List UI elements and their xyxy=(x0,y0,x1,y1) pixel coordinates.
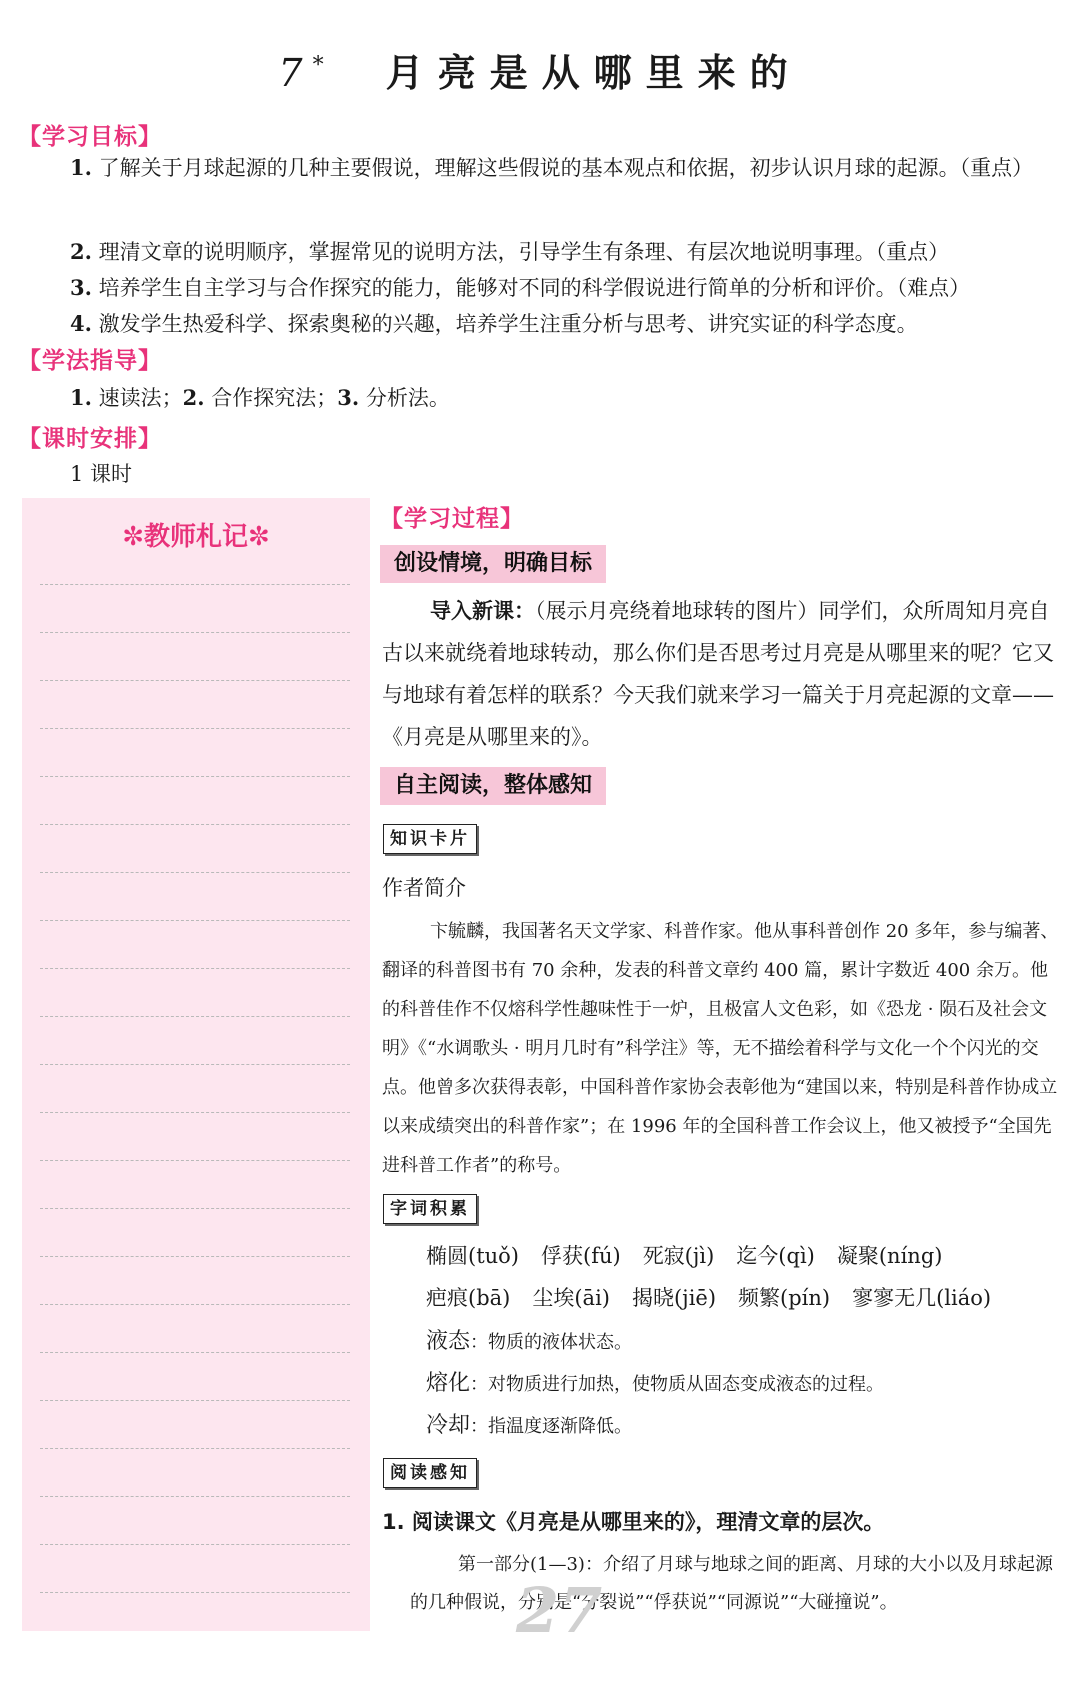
page-title xyxy=(0,42,1080,97)
author-heading: 作者简介 xyxy=(382,876,466,900)
teacher-notes-panel xyxy=(22,498,370,1631)
section-badge-situation: 创设情境，明确目标 xyxy=(380,545,606,583)
process-heading: 【学习过程】 xyxy=(380,506,524,532)
lesson-number: 7 * xyxy=(278,51,330,95)
note-line xyxy=(40,1352,350,1353)
answer-1: 第一部分(1—3)：介绍了月球与地球之间的距离、月球的大小以及月球起源的几种假说，分别是“分裂说”“俘获说”“同源说”“大碰撞说”。 xyxy=(410,1554,1053,1613)
methods-text: 1. 速读法；2. 合作探究法；3. 分析法。 xyxy=(70,385,450,410)
methods-heading: 【学法指导】 xyxy=(18,348,162,374)
goal-item-4: 4. 激发学生热爱科学、探索奥秘的兴趣，培养学生注重分析与思考、讲究实证的科学态度。 xyxy=(70,311,918,336)
goals-heading: 【学习目标】 xyxy=(18,124,162,150)
note-line xyxy=(40,1016,350,1017)
teacher-notes-title: ✼教师札记✼ xyxy=(122,522,270,552)
note-line xyxy=(40,824,350,825)
note-line xyxy=(40,1256,350,1257)
note-line xyxy=(40,728,350,729)
note-line xyxy=(40,1592,350,1593)
note-line xyxy=(40,680,350,681)
note-line xyxy=(40,584,350,585)
note-line xyxy=(40,1160,350,1161)
schedule-text: 1 课时 xyxy=(70,462,133,486)
section-badge-reading: 自主阅读，整体感知 xyxy=(380,767,606,805)
definition: 液态：物质的液体状态。 xyxy=(426,1329,633,1354)
note-line xyxy=(40,968,350,969)
note-line xyxy=(40,776,350,777)
card-reading-perception: 阅读感知 xyxy=(383,1458,477,1488)
note-line xyxy=(40,1400,350,1401)
note-line xyxy=(40,920,350,921)
vocab-row-1: 椭圆(tuǒ) 俘获(fú) 死寂(jì) 迄今(qì) 凝聚(níng) xyxy=(426,1244,943,1268)
page-number: 27 xyxy=(516,1574,603,1647)
definition: 冷却：指温度逐渐降低。 xyxy=(426,1413,633,1438)
note-line xyxy=(40,1496,350,1497)
schedule-heading: 【课时安排】 xyxy=(18,426,162,452)
goal-item-2: 2. 理清文章的说明顺序，掌握常见的说明方法，引导学生有条理、有层次地说明事理。（重点） xyxy=(70,239,950,264)
note-line xyxy=(40,1448,350,1449)
note-line xyxy=(40,1304,350,1305)
goal-item-1: 1. 了解关于月球起源的几种主要假说，理解这些假说的基本观点和依据，初步认识月球的起源。（重点） xyxy=(70,155,1034,180)
note-line xyxy=(40,632,350,633)
author-paragraph: 卞毓麟，我国著名天文学家、科普作家。他从事科普创作 20 多年，参与编著、翻译的科普图书有 70 余种，发表的科普文章约 400 篇，累计字数近 400 余万。他的科普佳作不仅熔科学性趣味性于一炉，且极富人文色彩，如《恐龙 · 陨石及社会文明》《“水调歌头 · 明月几时有”科学注》等，无不描绘着科学与文化一个个闪光的交点。他曾多次获得表彰，中国科普作家协会表彰他为“建国以来，特别是科普作协成立以来成绩突出的科普作家”；在 1996 年的全国科普工作会议上，他又被授予“全国先进科普工作者”的称号。 xyxy=(382,921,1059,1176)
note-line xyxy=(40,1208,350,1209)
lesson-title: 月亮是从哪里来的 xyxy=(385,50,802,95)
note-line xyxy=(40,1544,350,1545)
card-knowledge: 知识卡片 xyxy=(383,824,477,854)
card-vocabulary: 字词积累 xyxy=(383,1194,477,1224)
note-line xyxy=(40,872,350,873)
intro-paragraph: 导入新课：（展示月亮绕着地球转的图片）同学们，众所周知月亮自古以来就绕着地球转动，那么你们是否思考过月亮是从哪里来的呢？它又与地球有着怎样的联系？今天我们就来学习一篇关于月亮起源的文章——《月亮是从哪里来的》。 xyxy=(382,599,1054,749)
definition: 熔化：对物质进行加热，使物质从固态变成液态的过程。 xyxy=(426,1371,885,1396)
question-1: 1. 阅读课文《月亮是从哪里来的》，理清文章的层次。 xyxy=(382,1510,885,1534)
note-line xyxy=(40,1112,350,1113)
vocab-row-2: 疤痕(bā) 尘埃(āi) 揭晓(jiē) 频繁(pín) 寥寥无几(liáo) xyxy=(426,1286,992,1310)
note-line xyxy=(40,1064,350,1065)
goal-item-3: 3. 培养学生自主学习与合作探究的能力，能够对不同的科学假说进行简单的分析和评价。（难点） xyxy=(70,275,971,300)
